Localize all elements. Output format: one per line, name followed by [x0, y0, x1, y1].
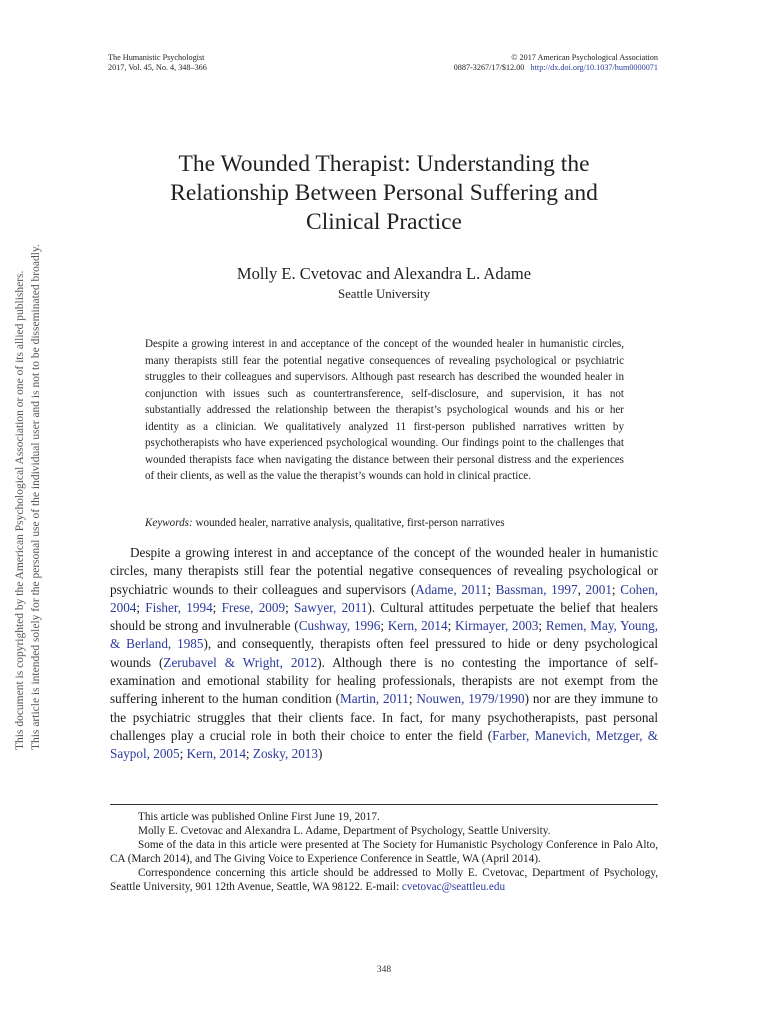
- body-text-run: ). Cultural attitudes perpetuate the belief that healers should be strong and invulnerable (: [110, 599, 658, 634]
- copyright-side-notice: [6, 230, 46, 750]
- citation-link[interactable]: Farber, Manevich, Metzger, & Saypol, 2005: [110, 727, 658, 762]
- side-notice-line-1: This document is copyrighted by the American Psychological Association or one of its allied publishers.: [14, 270, 26, 750]
- citation-link[interactable]: Nouwen, 1979/1990: [416, 691, 525, 707]
- citation-link[interactable]: Martin, 2011: [339, 691, 409, 707]
- citation-separator: ;: [380, 618, 388, 634]
- keywords-text: wounded healer, narrative analysis, qualitative, first-person narratives: [195, 517, 505, 529]
- issn-doi-line: [454, 63, 658, 73]
- footnotes: [110, 810, 658, 894]
- article-title: [110, 150, 658, 237]
- citation-separator: ;: [611, 581, 621, 597]
- abstract: Despite a growing interest in and acceptance of the concept of the wounded healer in humanistic circles, many therapists still fear the potential negative consequences of revealing psychological or psychiatric struggles to their colleagues and supervisors. Although past research has described the wounded healer in conjunction with issues such as countertransference, self-disclosure, and supervision, it has not substantially addressed the relationship between the therapist’s psychological wounds and his or her identity as a clinician. We qualitatively analyzed 11 first-person published narratives written by psychotherapists who have experienced psychological wounding. Our findings point to the challenges that wounded therapists face when navigating the distance between their personal distress and the experiences of their clients, as well as the value the therapist’s wounds can hold in clinical practice.: [145, 338, 624, 482]
- article-authors: Molly E. Cvetovac and Alexandra L. Adame: [236, 264, 532, 283]
- body-text-run: Despite a growing interest in and acceptance of the concept of the wounded healer in humanistic circles, many therapists still fear the potential negative consequences of revealing psychological or psychiatric wounds to their colleagues and supervisors (: [110, 545, 658, 597]
- citation-separator: ;: [487, 581, 496, 597]
- doi-link[interactable]: http://dx.doi.org/10.1037/hum0000071: [530, 63, 658, 72]
- citation-link[interactable]: Zerubavel & Wright, 2012: [163, 654, 318, 670]
- title-line-3: Clinical Practice: [306, 209, 462, 235]
- citation-separator: ;: [179, 746, 187, 762]
- footnote-department: Molly E. Cvetovac and Alexandra L. Adame, Department of Psychology, Seattle University.: [138, 825, 551, 837]
- body-text-run: ): [317, 746, 323, 762]
- citation-link[interactable]: Cohen, 2004: [110, 581, 659, 615]
- body-text-run: ) nor are they immune to the psychiatric struggles that their clients face. In fact, for many psychotherapists, past personal challenges play a crucial role in both their choice to enter the field (: [110, 691, 658, 743]
- citation-separator: ;: [245, 746, 253, 762]
- footnote-divider: [110, 804, 658, 805]
- citation-link[interactable]: 2001: [585, 581, 612, 597]
- copyright-line: © 2017 American Psychological Association: [511, 53, 658, 62]
- citation-separator: ;: [212, 599, 222, 615]
- correspondence-text: Correspondence concerning this article should be addressed to Molly E. Cvetovac, Department of Psychology, Seattle University, 901 12th Avenue, Seattle, WA 98122. E-mail:: [110, 867, 658, 893]
- keywords: [145, 515, 624, 531]
- citation-separator: ;: [447, 618, 455, 634]
- keywords-label: Keywords:: [145, 517, 193, 529]
- journal-name: The Humanistic Psychologist: [108, 53, 205, 62]
- journal-citation: [108, 53, 207, 73]
- footnote-published: This article was published Online First June 19, 2017.: [138, 811, 380, 823]
- email-link[interactable]: cvetovac@seattleu.edu: [401, 881, 506, 893]
- citation-link[interactable]: Adame, 2011: [415, 581, 488, 597]
- side-notice-line-2: This article is intended solely for the personal use of the individual user and is not to be disseminated broadly.: [30, 244, 42, 750]
- body-text-run: ), and consequently, therapists often feel pressured to hide or deny psychological wounds (: [110, 636, 658, 670]
- body-paragraph: [110, 544, 658, 764]
- issn: 0887-3267/17/$12.00: [453, 63, 525, 72]
- citation-link[interactable]: Kirmayer, 2003: [454, 618, 539, 634]
- page-number: 348: [376, 965, 392, 975]
- journal-rights: [454, 53, 658, 73]
- title-line-2: Relationship Between Personal Suffering and: [170, 180, 598, 206]
- citation-link[interactable]: Kern, 2014: [387, 618, 448, 634]
- citation-separator: ,: [577, 581, 586, 597]
- citation-link[interactable]: Cushway, 1996: [298, 618, 381, 634]
- author-affiliation: Seattle University: [337, 287, 431, 301]
- citation-link[interactable]: Sawyer, 2011: [294, 599, 368, 615]
- body-text-run: ). Although there is no contesting the importance of self-examination and emotional stability for healing professionals, therapists are not exempt from the suffering inherent to the human condition (: [110, 654, 659, 707]
- footnote-presented: Some of the data in this article were presented at The Society for Humanistic Psychology Conference in Palo Alto, CA (March 2014), and The Giving Voice to Experience Conference in Seattle, WA (April 2014).: [110, 839, 658, 865]
- title-line-1: The Wounded Therapist: Understanding the: [178, 151, 590, 177]
- citation-link[interactable]: Frese, 2009: [221, 599, 286, 615]
- footnote-correspondence: [110, 866, 658, 894]
- citation-separator: ;: [285, 599, 295, 615]
- citation-link[interactable]: Remen, May, Young, & Berland, 1985: [110, 618, 658, 652]
- citation-link[interactable]: Fisher, 1994: [145, 599, 213, 615]
- citation-separator: ;: [538, 618, 546, 634]
- citation-link[interactable]: Kern, 2014: [186, 746, 246, 762]
- citation-separator: ;: [408, 691, 417, 707]
- citation-link[interactable]: Zosky, 2013: [252, 746, 318, 762]
- citation-link[interactable]: Bassman, 1997: [495, 581, 578, 597]
- citation-separator: ;: [136, 599, 146, 615]
- journal-issue: 2017, Vol. 45, No. 4, 348–366: [108, 63, 207, 72]
